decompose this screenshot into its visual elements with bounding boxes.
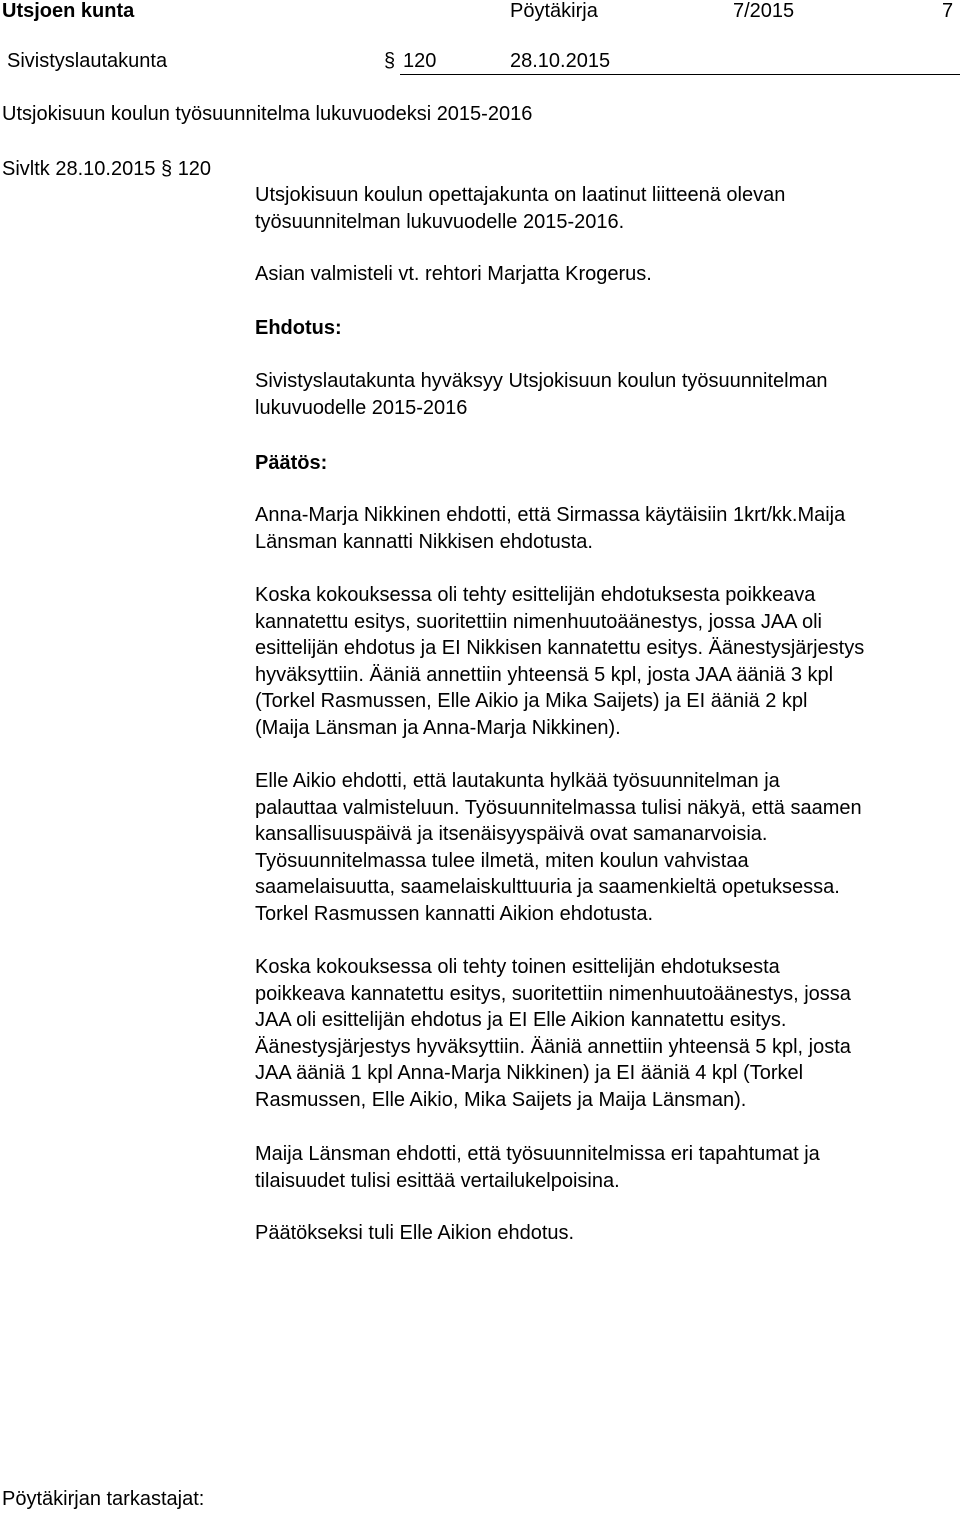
meeting-date: 28.10.2015 [510, 50, 611, 72]
text-line: Koska kokouksessa oli tehty esittelijän ehdotuksesta poikkeava [255, 584, 816, 606]
preparer-line: Asian valmisteli vt. rehtori Marjatta Krogerus. [255, 263, 652, 285]
text-line: hyväksyttiin. Ääniä annettiin yhteensä 5 kpl, josta JAA ääniä 3 kpl [255, 663, 834, 686]
proposal-heading: Ehdotus: [255, 317, 342, 339]
header-rule [400, 74, 960, 75]
text-line: Työsuunnitelmassa tulee ilmetä, miten koulun vahvistaa [255, 849, 749, 872]
text-line: saamelaisuutta, saamelaiskulttuuria ja saamenkieltä opetuksessa. [255, 876, 840, 898]
text-line: JAA ääniä 1 kpl Anna-Marja Nikkinen) ja EI ääniä 4 kpl (Torkel [255, 1062, 804, 1084]
text-line: JAA oli esittelijän ehdotus ja EI Elle Aikion kannatettu esitys. [255, 1009, 787, 1031]
municipality-name: Utsjoen kunta [2, 0, 135, 22]
intro-paragraph [255, 182, 960, 235]
decision-paragraph-3 [255, 768, 960, 927]
document-type: Pöytäkirja [510, 0, 598, 22]
board-name: Sivistyslautakunta [7, 50, 168, 72]
reference-number: 120 [177, 158, 212, 180]
text-line: lukuvuodelle 2015-2016 [255, 396, 468, 419]
proposal-paragraph [255, 368, 960, 421]
decision-heading: Päätös: [255, 452, 328, 474]
text-line: Elle Aikio ehdotti, että lautakunta hylkää työsuunnitelman ja [255, 770, 780, 792]
text-line: Utsjokisuun koulun opettajakunta on laatinut liitteenä olevan [255, 184, 786, 206]
text-line: esittelijän ehdotus ja EI Nikkisen kannatettu esitys. Äänestysjärjestys [255, 637, 865, 659]
text-line: Äänestysjärjestys hyväksyttiin. Ääniä annettiin yhteensä 5 kpl, josta [255, 1035, 851, 1058]
section-number: 120 [403, 50, 437, 72]
text-line: (Torkel Rasmussen, Elle Aikio ja Mika Saijets) ja EI ääniä 2 kpl [255, 690, 808, 712]
decision-paragraph-1 [255, 502, 960, 555]
section-symbol: § [384, 50, 396, 72]
page-number: 7 [942, 0, 954, 22]
decision-paragraph-2 [255, 582, 960, 741]
text-line: (Maija Länsman ja Anna-Marja Nikkinen). [255, 716, 621, 739]
reference-prefix: Sivltk 28.10.2015 [2, 158, 156, 180]
reviewers-label: Pöytäkirjan tarkastajat: [2, 1488, 205, 1510]
reference-symbol: § [161, 158, 173, 180]
item-title: Utsjokisuun koulun työsuunnitelma lukuvuodeksi 2015-2016 [2, 103, 533, 125]
text-line: palauttaa valmisteluun. Työsuunnitelmassa tulisi näkyä, että saamen [255, 796, 862, 819]
text-line: poikkeava kannatettu esitys, suoritettiin nimenhuutoäänestys, jossa [255, 982, 851, 1005]
text-line: Sivistyslautakunta hyväksyy Utsjokisuun koulun työsuunnitelman [255, 370, 828, 392]
decision-paragraph-4 [255, 954, 960, 1113]
text-line: Rasmussen, Elle Aikio, Mika Saijets ja Maija Länsman). [255, 1088, 747, 1111]
text-line: kansallisuuspäivä ja itsenäisyyspäivä ovat samanarvoisia. [255, 823, 768, 845]
text-line: tilaisuudet tulisi esittää vertailukelpoisina. [255, 1169, 620, 1192]
decision-paragraph-5 [255, 1141, 960, 1194]
text-line: kannatettu esitys, suoritettiin nimenhuutoäänestys, jossa JAA oli [255, 610, 822, 633]
text-line: työsuunnitelman lukuvuodelle 2015-2016. [255, 210, 625, 233]
text-line: Anna-Marja Nikkinen ehdotti, että Sirmassa käytäisiin 1krt/kk.Maija [255, 504, 846, 526]
text-line: Maija Länsman ehdotti, että työsuunnitelmissa eri tapahtumat ja [255, 1143, 820, 1165]
text-line: Torkel Rasmussen kannatti Aikion ehdotusta. [255, 902, 653, 925]
final-decision: Päätökseksi tuli Elle Aikion ehdotus. [255, 1222, 575, 1244]
item-reference [2, 156, 211, 183]
text-line: Länsman kannatti Nikkisen ehdotusta. [255, 530, 593, 553]
document-number: 7/2015 [733, 0, 795, 22]
text-line: Koska kokouksessa oli tehty toinen esittelijän ehdotuksesta [255, 956, 780, 978]
